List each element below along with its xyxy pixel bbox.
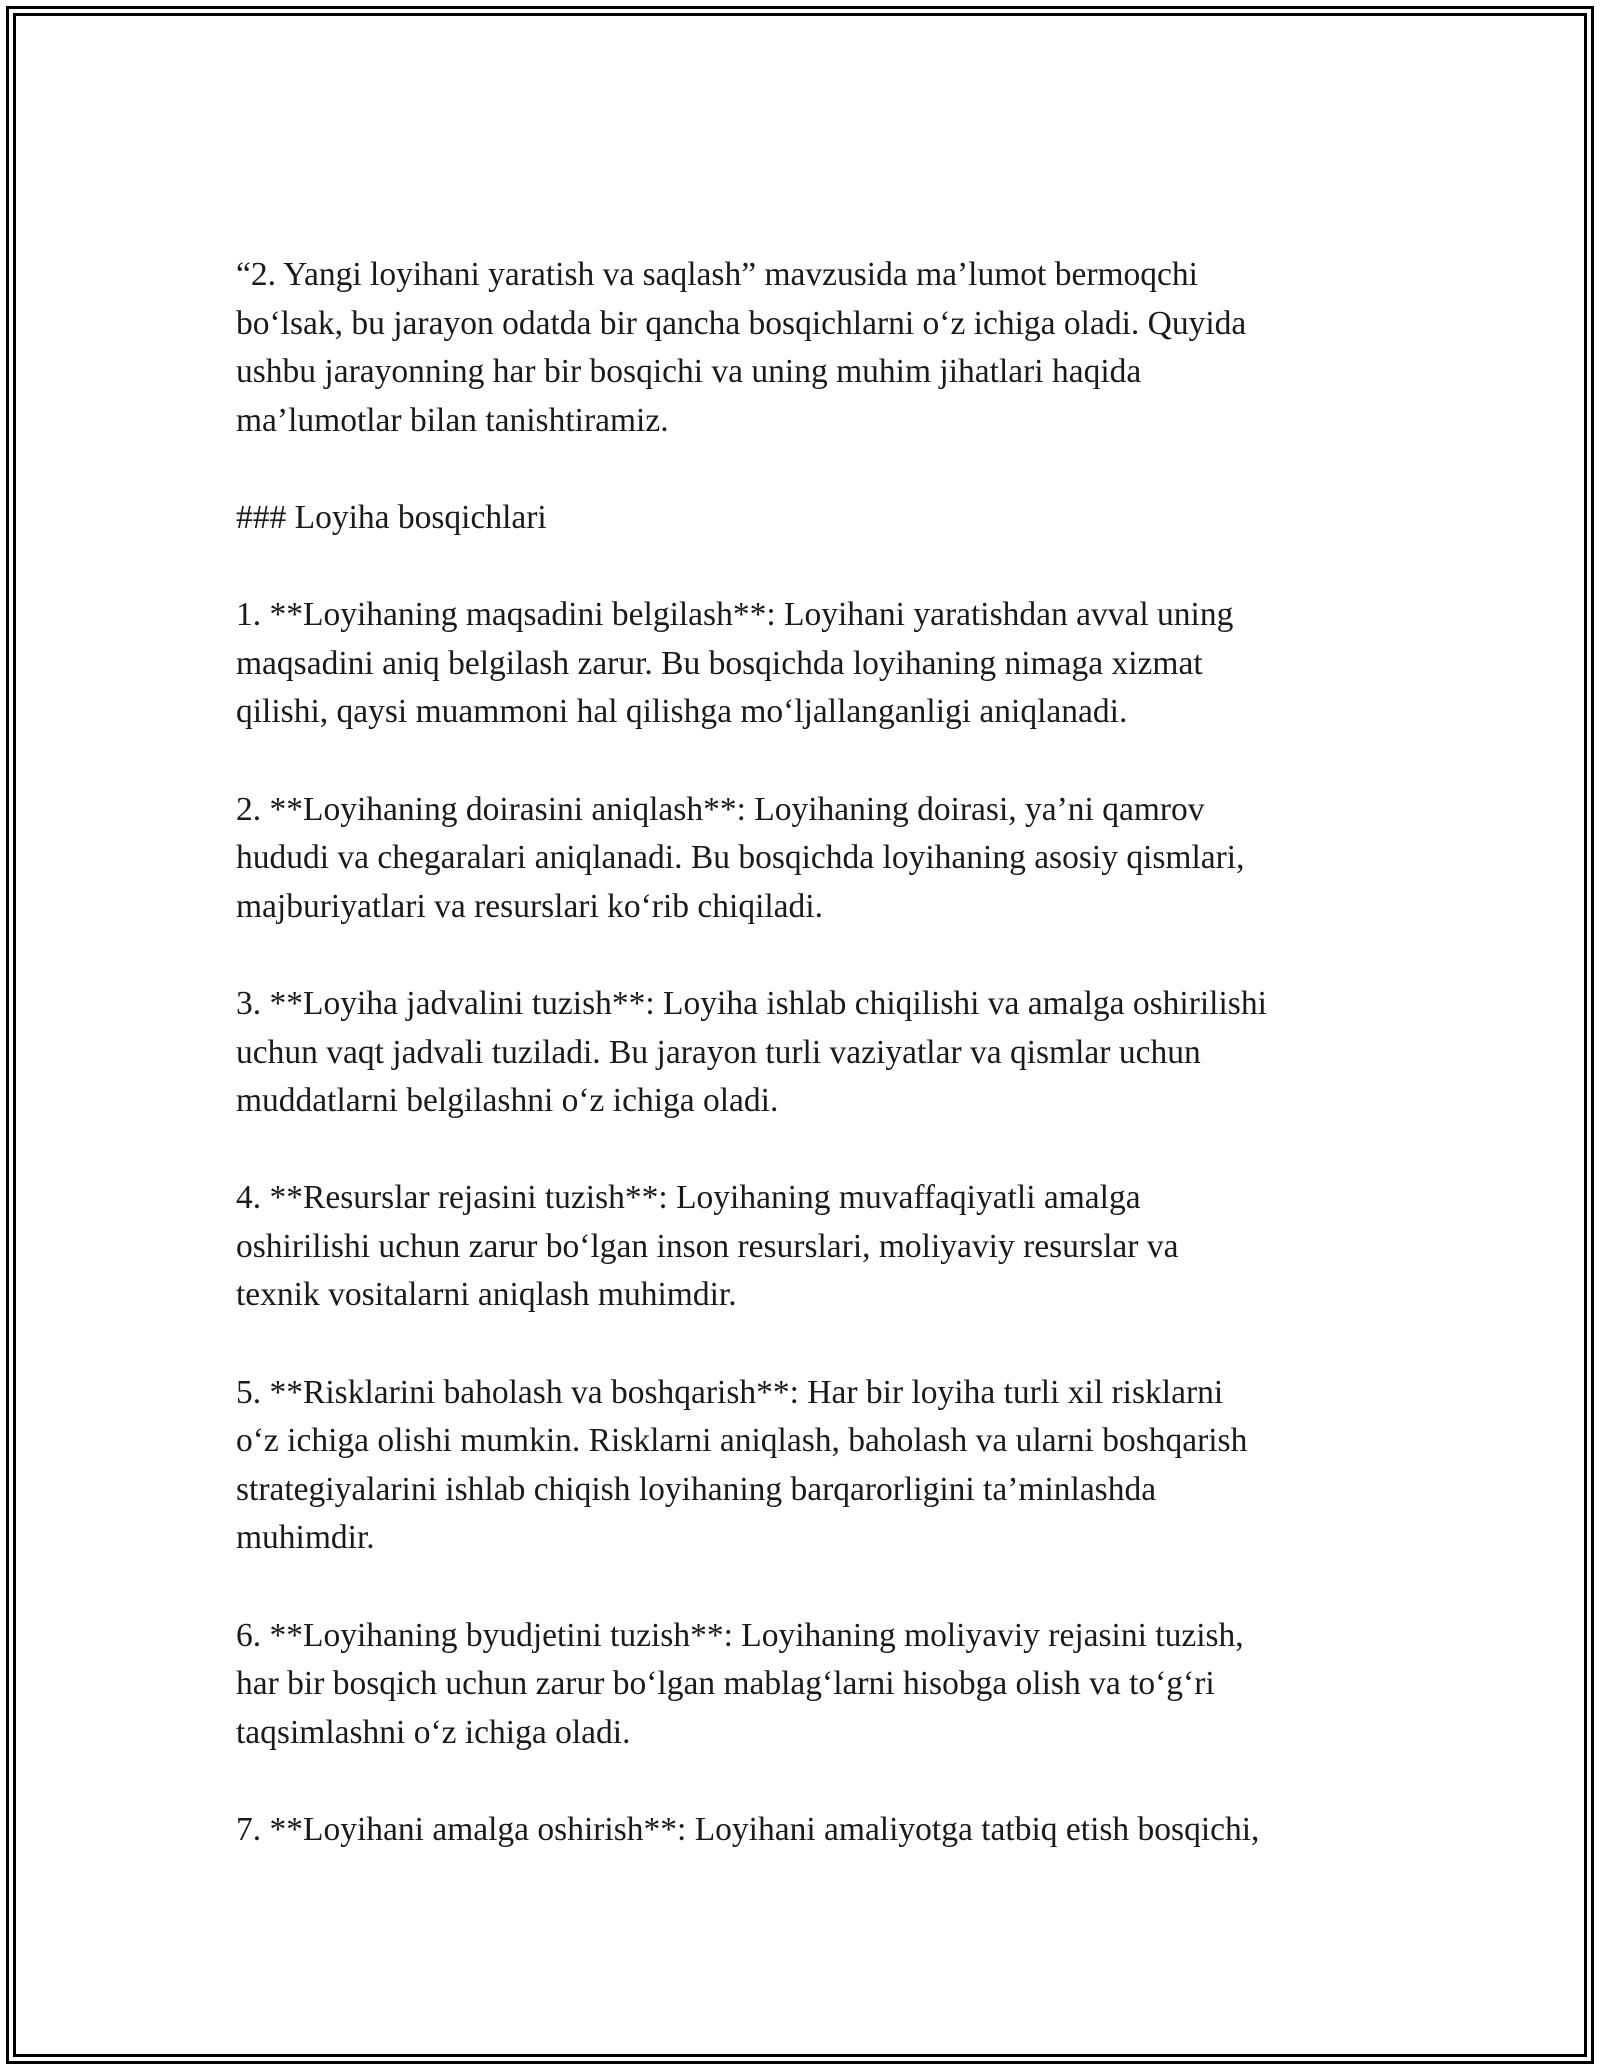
- list-item: 6. **Loyihaning byudjetini tuzish**: Loyihaning moliyaviy rejasini tuzish, har bir bosqich uchun zarur bo‘lgan mablag‘larni hisobga olish va to‘g‘ri taqsimlashni o‘z ichiga oladi.: [236, 1616, 1244, 1751]
- document-body: [236, 251, 1386, 1855]
- list-item: 7. **Loyihani amalga oshirish**: Loyihani amaliyotga tatbiq etish bosqichi,: [236, 1811, 1260, 1848]
- list-item: 2. **Loyihaning doirasini aniqlash**: Loyihaning doirasi, ya’ni qamrov hududi va chegaralari aniqlanadi. Bu bosqichda loyihaning asosiy qismlari, majburiyatlari va resurslari ko‘rib chiqiladi.: [236, 790, 1245, 925]
- list-item: 1. **Loyihaning maqsadini belgilash**: Loyihani yaratishdan avval uning maqsadini aniq belgilash zarur. Bu bosqichda loyihaning nimaga xizmat qilishi, qaysi muammoni hal qilishga mo‘ljallanganligi aniqlanadi.: [236, 596, 1234, 731]
- list-item: 3. **Loyiha jadvalini tuzish**: Loyiha ishlab chiqilishi va amalga oshirilishi uchun vaqt jadvali tuziladi. Bu jarayon turli vaziyatlar va qismlar uchun muddatlarni belgilashni o‘z ichiga oladi.: [236, 984, 1267, 1120]
- section-heading: ### Loyiha bosqichlari: [236, 498, 547, 536]
- list-item: 4. **Resurslar rejasini tuzish**: Loyihaning muvaffaqiyatli amalga oshirilishi uchun zarur bo‘lgan inson resurslari, moliyaviy resurslar va texnik vositalarni aniqlash muhimdir.: [236, 1179, 1179, 1314]
- list-item: 5. **Risklarini baholash va boshqarish**: Har bir loyiha turli xil risklarni o‘z ichiga olishi mumkin. Risklarni aniqlash, baholash va ularni boshqarish strategiyalarini ishlab chiqish loyihaning barqarorligini ta’minlashda muhimdir.: [236, 1373, 1248, 1557]
- intro-paragraph: “2. Yangi loyihani yaratish va saqlash” mavzusida ma’lumot bermoqchi bo‘lsak, bu jarayon odatda bir qancha bosqichlarni o‘z ichiga oladi. Quyida ushbu jarayonning har bir bosqichi va uning muhim jihatlari haqida ma’lumotlar bilan tanishtiramiz.: [236, 256, 1247, 439]
